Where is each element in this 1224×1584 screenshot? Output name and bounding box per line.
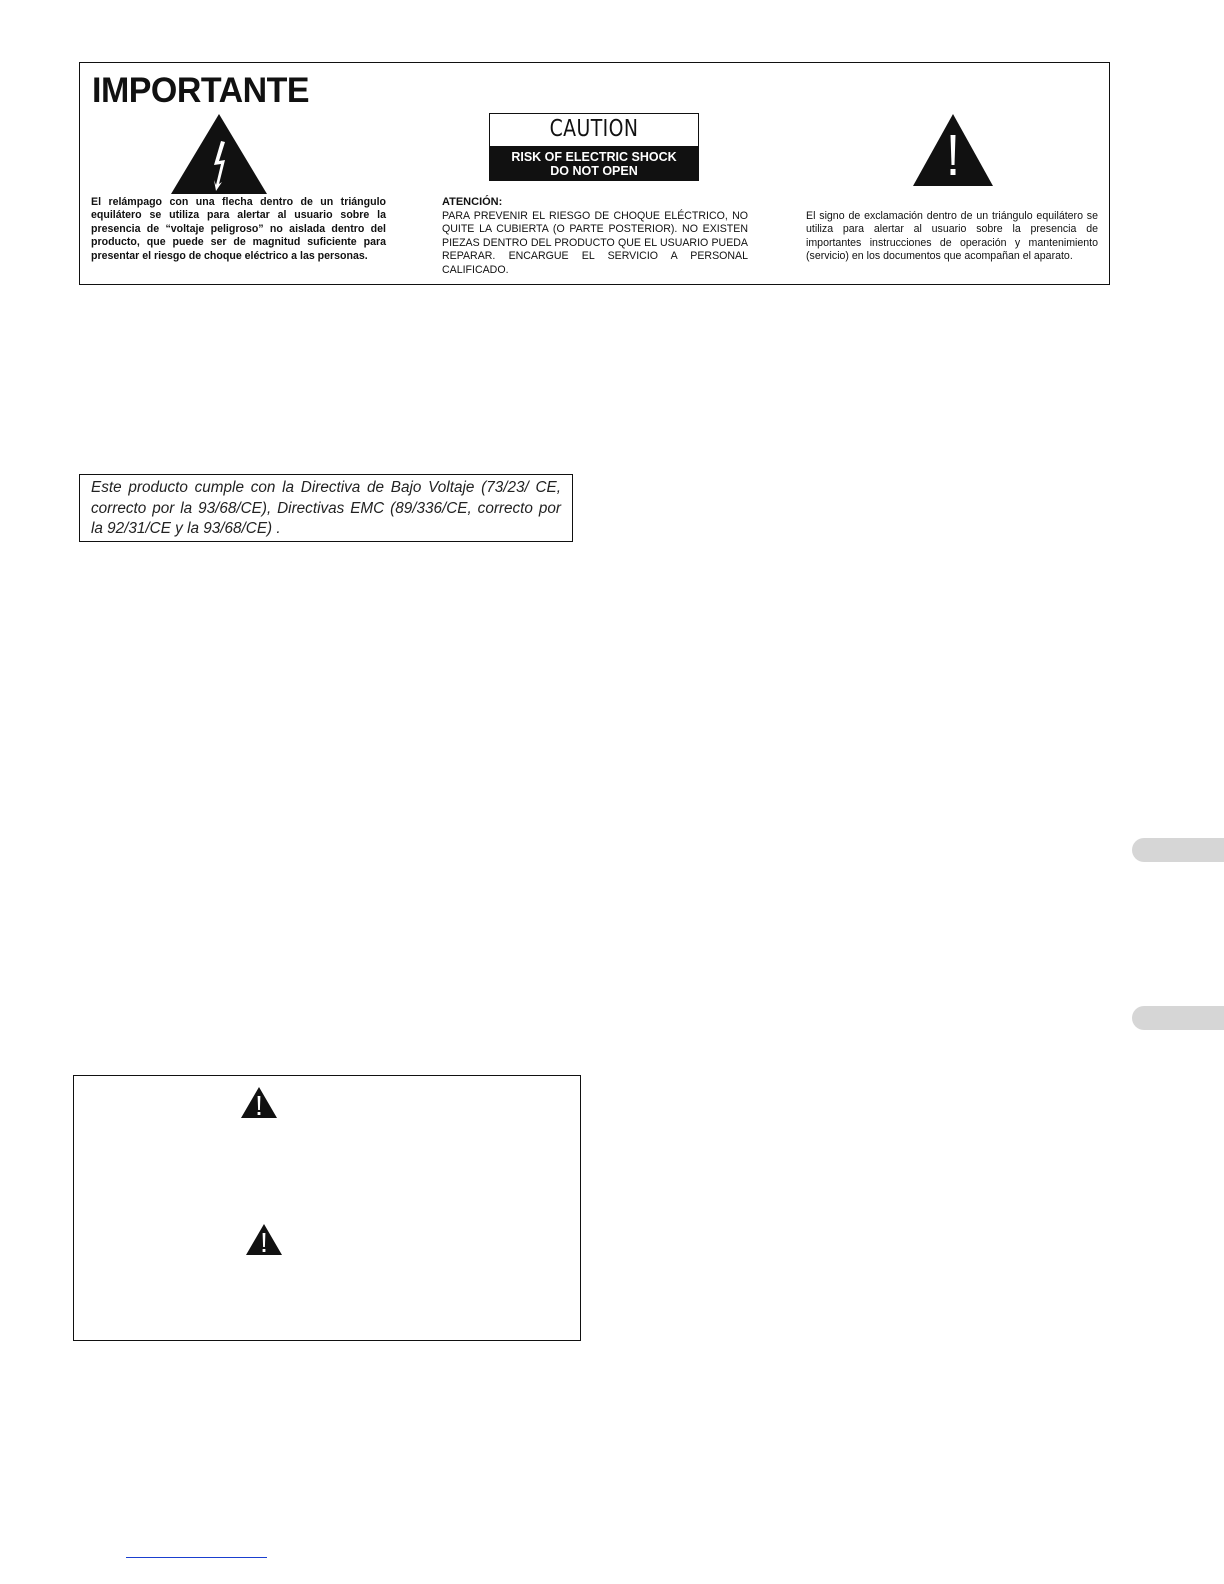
side-tab-upper (1132, 838, 1224, 862)
important-title: IMPORTANTE (92, 71, 310, 110)
atencion-heading: ATENCIÓN: (442, 196, 503, 208)
warning-box (73, 1075, 581, 1341)
caution-label (489, 113, 699, 181)
exclamation-triangle-icon (912, 113, 994, 187)
footer-rule (126, 1557, 267, 1558)
atencion-text: PARA PREVENIR EL RIESGO DE CHOQUE ELÉCTRICO, NO QUITE LA CUBIERTA (O PARTE POSTERIOR). NO EXISTEN PIEZAS DENTRO DEL PRODUCTO QUE EL USUARIO PUEDA REPARAR. ENCARGUE EL SERVICIO A PERSONAL CALIFICADO. (442, 210, 748, 276)
side-tab-lower (1132, 1006, 1224, 1030)
important-notice-box (79, 62, 1110, 285)
caution-line-2: DO NOT OPEN (550, 164, 638, 178)
exclamation-explanation-text: El signo de exclamación dentro de un triángulo equilátero se utiliza para alertar al usuario sobre la presencia de importantes instrucciones de operación y mantenimiento (servicio) en los documentos que acompañan el aparato. (806, 210, 1098, 263)
caution-band (490, 146, 698, 181)
exclamation-triangle-icon (245, 1223, 283, 1256)
lightning-explanation-text: El relámpago con una flecha dentro de un triángulo equilátero se utiliza para alertar al usuario sobre la presencia de “voltaje peligroso” no aislada dentro del producto, que puede ser de magnitud suficiente para presentar el riesgo de choque eléctrico a las personas. (91, 196, 386, 262)
lightning-triangle-icon (170, 113, 268, 195)
caution-title: CAUTION (549, 116, 639, 142)
directive-box (79, 474, 573, 542)
caution-line-1: RISK OF ELECTRIC SHOCK (511, 150, 677, 164)
directive-text: Este producto cumple con la Directiva de Bajo Voltaje (73/23/ CE, correcto por la 93/68/CE), Directivas EMC (89/336/CE, correcto por la 92/31/CE y la 93/68/CE) . (91, 479, 561, 537)
exclamation-triangle-icon (240, 1086, 278, 1119)
